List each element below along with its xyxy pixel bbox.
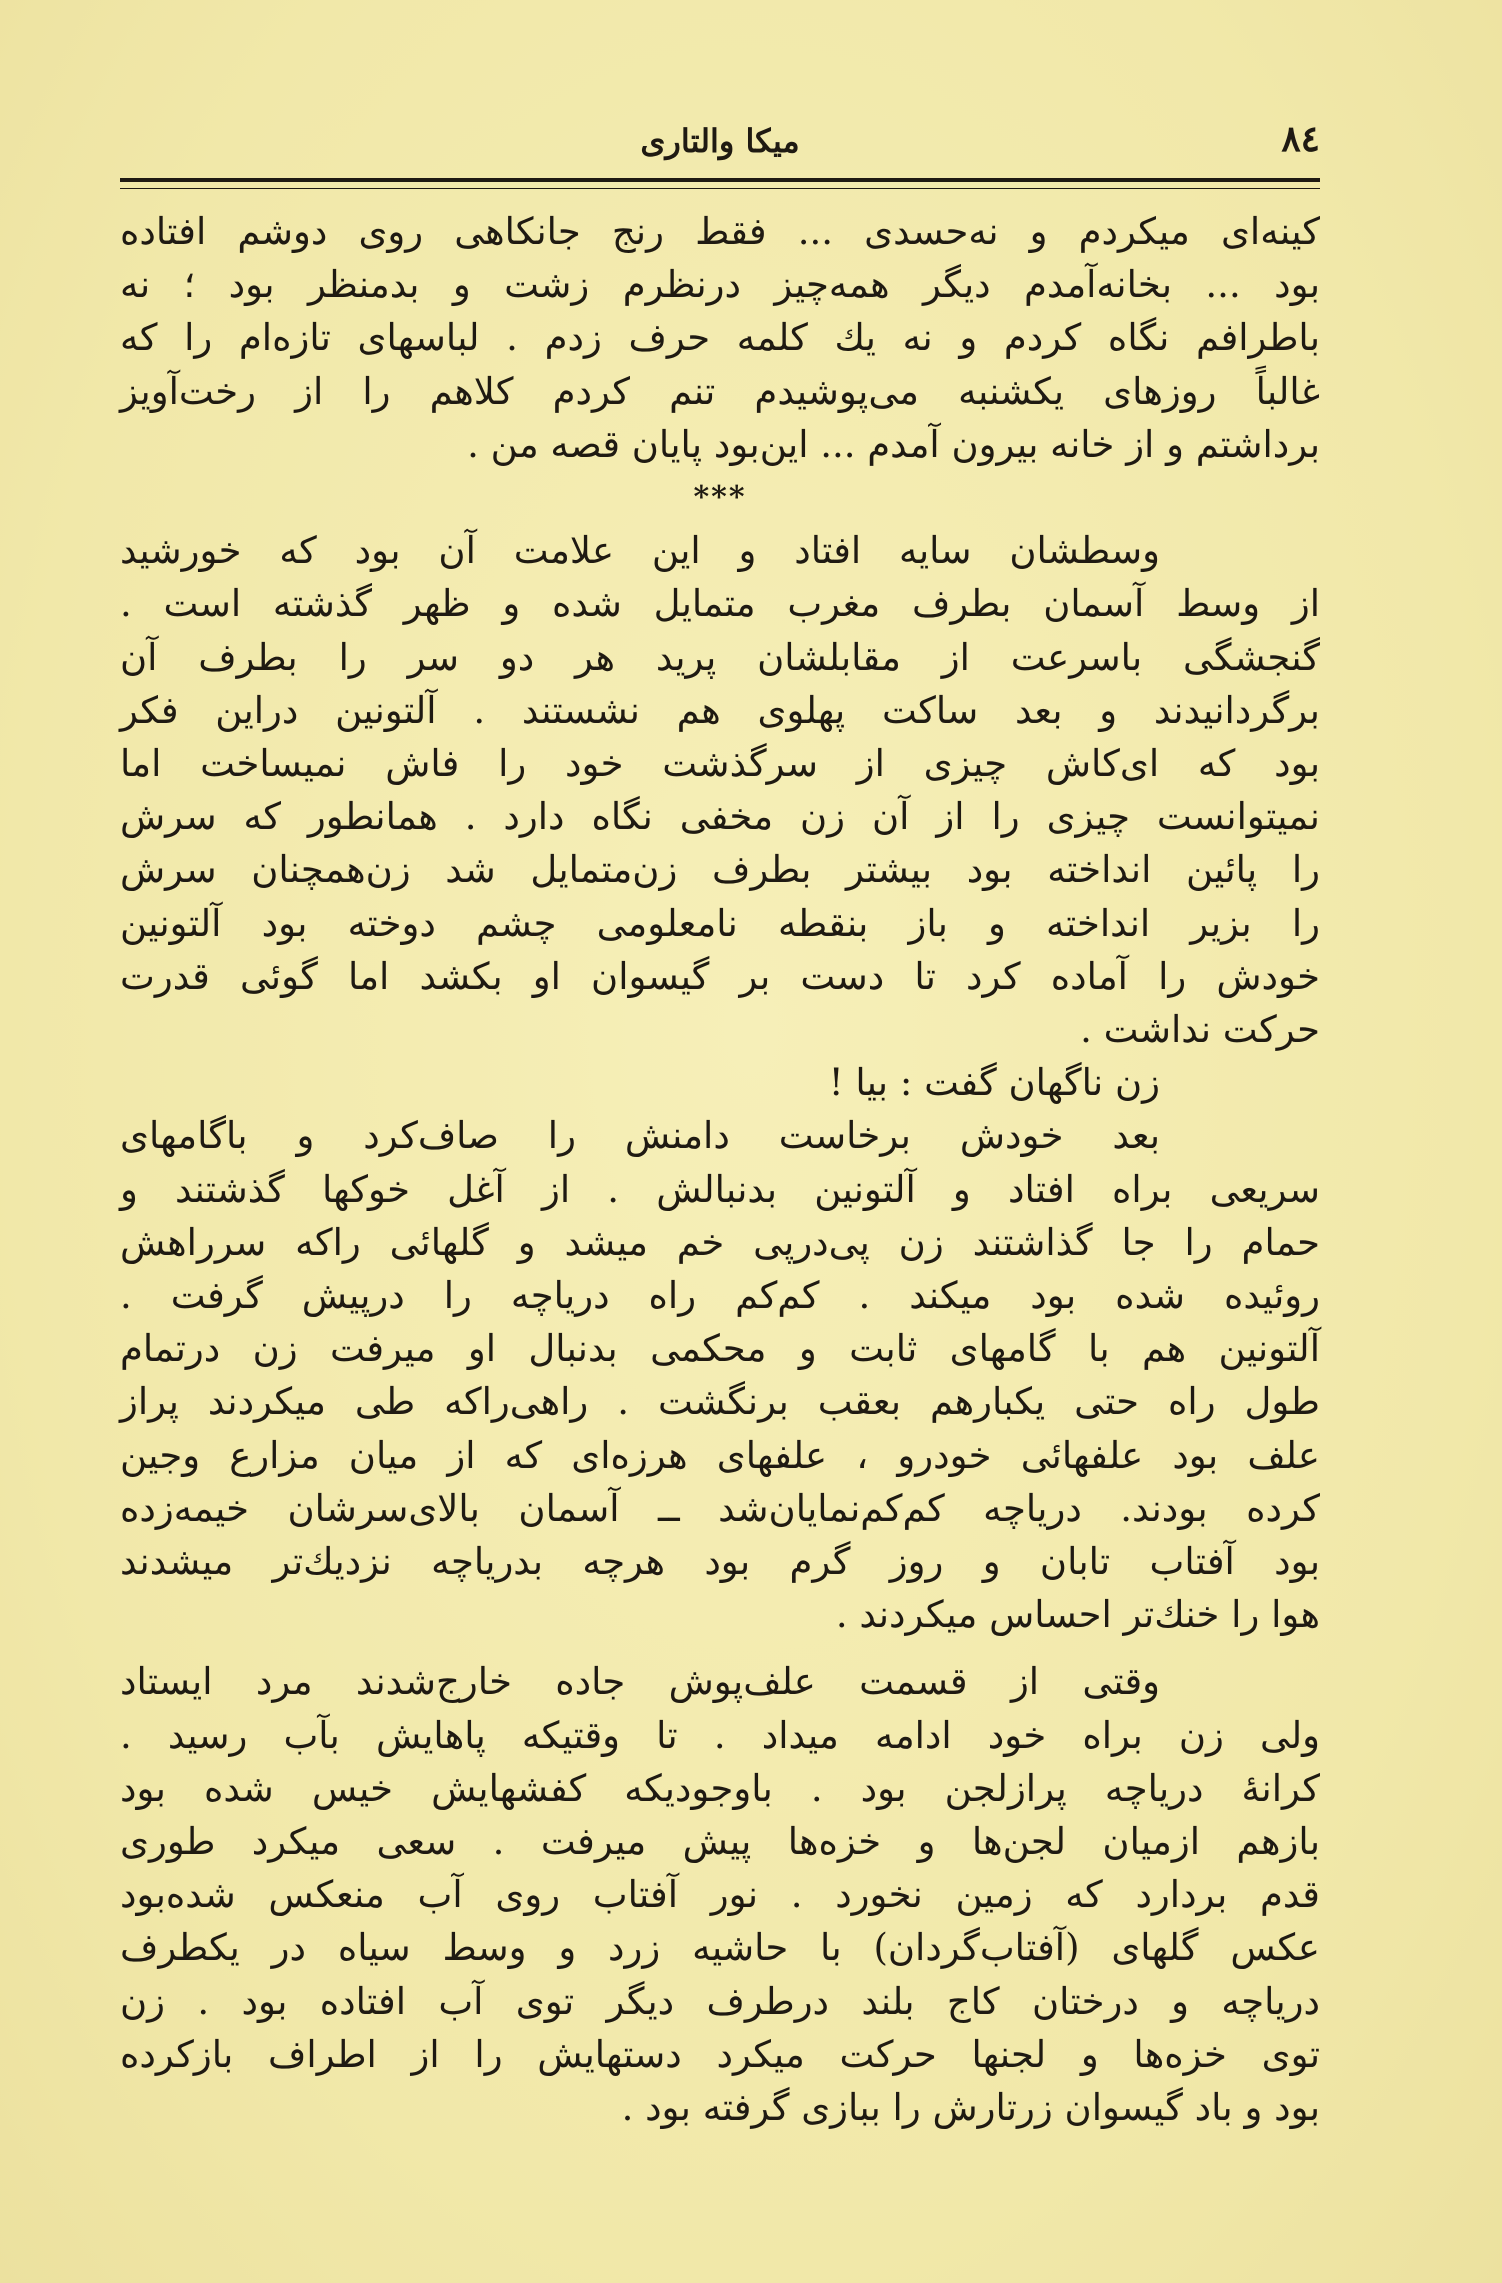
section-separator: *** bbox=[693, 480, 747, 516]
text-line: بود و باد گیسوان زرتارش را ببازی گرفته بود . bbox=[621, 2086, 1320, 2130]
text-line: ولی زن براه خود ادامه میداد . تا وقتیکه پاهایش بآب رسید . bbox=[120, 1713, 1320, 1757]
text-line: عکس گلهای (آفتاب‌گردان) با حاشیه زرد و وسط سیاه در یکطرف bbox=[120, 1926, 1320, 1970]
text-line: وسطشان سایه افتاد و این علامت آن بود که خورشید bbox=[120, 529, 1160, 573]
text-line: زن ناگهان گفت : بیا ! bbox=[828, 1061, 1160, 1105]
text-line: بود ... بخانه‌آمدم دیگر همه‌چیز درنظرم زشت و بدمنظر بود ؛ نه bbox=[120, 263, 1320, 307]
header-rule-thick bbox=[120, 178, 1320, 182]
header-rule-thin bbox=[120, 188, 1320, 189]
text-line: وقتی از قسمت علف‌پوش جاده خارج‌شدند مرد ایستاد bbox=[120, 1660, 1160, 1704]
body-text bbox=[120, 205, 1320, 2134]
text-line: برداشتم و از خانه بیرون آمدم ... این‌بود پایان قصه من . bbox=[467, 422, 1320, 466]
text-line: بود آفتاب تابان و روز گرم بود هرچه بدریاچه نزدیك‌تر میشدند bbox=[120, 1540, 1320, 1584]
text-line: آلتونین هم با گامهای ثابت و محکمی بدنبال او میرفت زن درتمام bbox=[120, 1327, 1320, 1371]
text-line: توی خزه‌ها و لجنها حرکت میکرد دستهایش را از اطراف بازکرده bbox=[120, 2032, 1320, 2076]
text-line: طول راه حتی یکبارهم بعقب برنگشت . راهی‌راکه طی میکردند پراز bbox=[120, 1380, 1320, 1424]
text-line: بود که ای‌کاش چیزی از سرگذشت خود را فاش نمیساخت اما bbox=[120, 742, 1320, 786]
text-line: گنجشگی باسرعت از مقابلشان پرید هر دو سر را بطرف آن bbox=[120, 635, 1320, 679]
paragraph-5 bbox=[120, 1655, 1320, 2134]
paragraph-gap bbox=[120, 1641, 1320, 1655]
running-title: میکا والتاری bbox=[640, 122, 800, 160]
paragraph-2 bbox=[120, 524, 1320, 1056]
text-line: هوا را خنك‌تر احساس میکردند . bbox=[835, 1593, 1320, 1637]
text-line: حرکت نداشت . bbox=[1080, 1008, 1320, 1052]
text-line: علف بود علفهائی خودرو ، علفهای هرزه‌ای که از میان مزارع وجین bbox=[120, 1433, 1320, 1477]
paragraph-4 bbox=[120, 1109, 1320, 1641]
text-line: حمام را جا گذاشتند زن پی‌درپی خم میشد و گلهائی راکه سرراهش bbox=[120, 1220, 1320, 1264]
text-line: بازهم ازمیان لجن‌ها و خزه‌ها پیش میرفت . سعی میکرد طوری bbox=[120, 1820, 1320, 1864]
page-header bbox=[120, 118, 1320, 178]
text-line: را بزیر انداخته و باز بنقطه نامعلومی چشم دوخته بود آلتونین bbox=[120, 901, 1320, 945]
text-line: خودش را آماده کرد تا دست بر گیسوان او بکشد اما گوئی قدرت bbox=[120, 954, 1320, 998]
text-line: سریعی براه افتاد و آلتونین بدنبالش . از آغل خوکها گذشتند و bbox=[120, 1167, 1320, 1211]
text-line: دریاچه و درختان کاج بلند درطرف دیگر توی آب افتاده بود . زن bbox=[120, 1979, 1320, 2023]
text-line: روئیده شده بود میکند . کم‌کم راه دریاچه را درپیش گرفت . bbox=[120, 1274, 1320, 1318]
text-line: کرده بودند. دریاچه کم‌کم‌نمایان‌شد ــ آسمان بالای‌سرشان خیمه‌زده bbox=[120, 1486, 1320, 1530]
paragraph-1 bbox=[120, 205, 1320, 471]
text-line: بعد خودش برخاست دامنش را صاف‌کرد و باگامهای bbox=[120, 1114, 1160, 1158]
text-line: نمیتوانست چیزی را از آن زن مخفی نگاه دارد . همانطور که سرش bbox=[120, 795, 1320, 839]
text-line: غالباً روزهای یکشنبه می‌پوشیدم تنم کردم کلاهم را از رخت‌آویز bbox=[120, 369, 1320, 413]
page-number: ۸٤ bbox=[1281, 118, 1320, 160]
text-line: برگردانیدند و بعد ساکت پهلوی هم نشستند . آلتونین دراین فکر bbox=[120, 688, 1320, 732]
text-line: قدم بردارد که زمین نخورد . نور آفتاب روی آب منعکس شده‌بود bbox=[120, 1873, 1320, 1917]
text-line: از وسط آسمان بطرف مغرب متمایل شده و ظهر گذشته است . bbox=[120, 582, 1320, 626]
text-line: باطرافم نگاه کردم و نه یك کلمه حرف زدم . لباسهای تازه‌ام را که bbox=[120, 316, 1320, 360]
text-line: را پائین انداخته بود بیشتر بطرف زن‌متمایل شد زن‌همچنان سرش bbox=[120, 848, 1320, 892]
text-line: کرانهٔ دریاچه پرازلجن بود . باوجودیکه کفشهایش خیس شده بود bbox=[120, 1766, 1320, 1810]
paragraph-3 bbox=[120, 1056, 1320, 1109]
text-line: کینه‌ای میکردم و نه‌حسدی ... فقط رنج جانکاهی روی دوشم افتاده bbox=[120, 210, 1320, 253]
